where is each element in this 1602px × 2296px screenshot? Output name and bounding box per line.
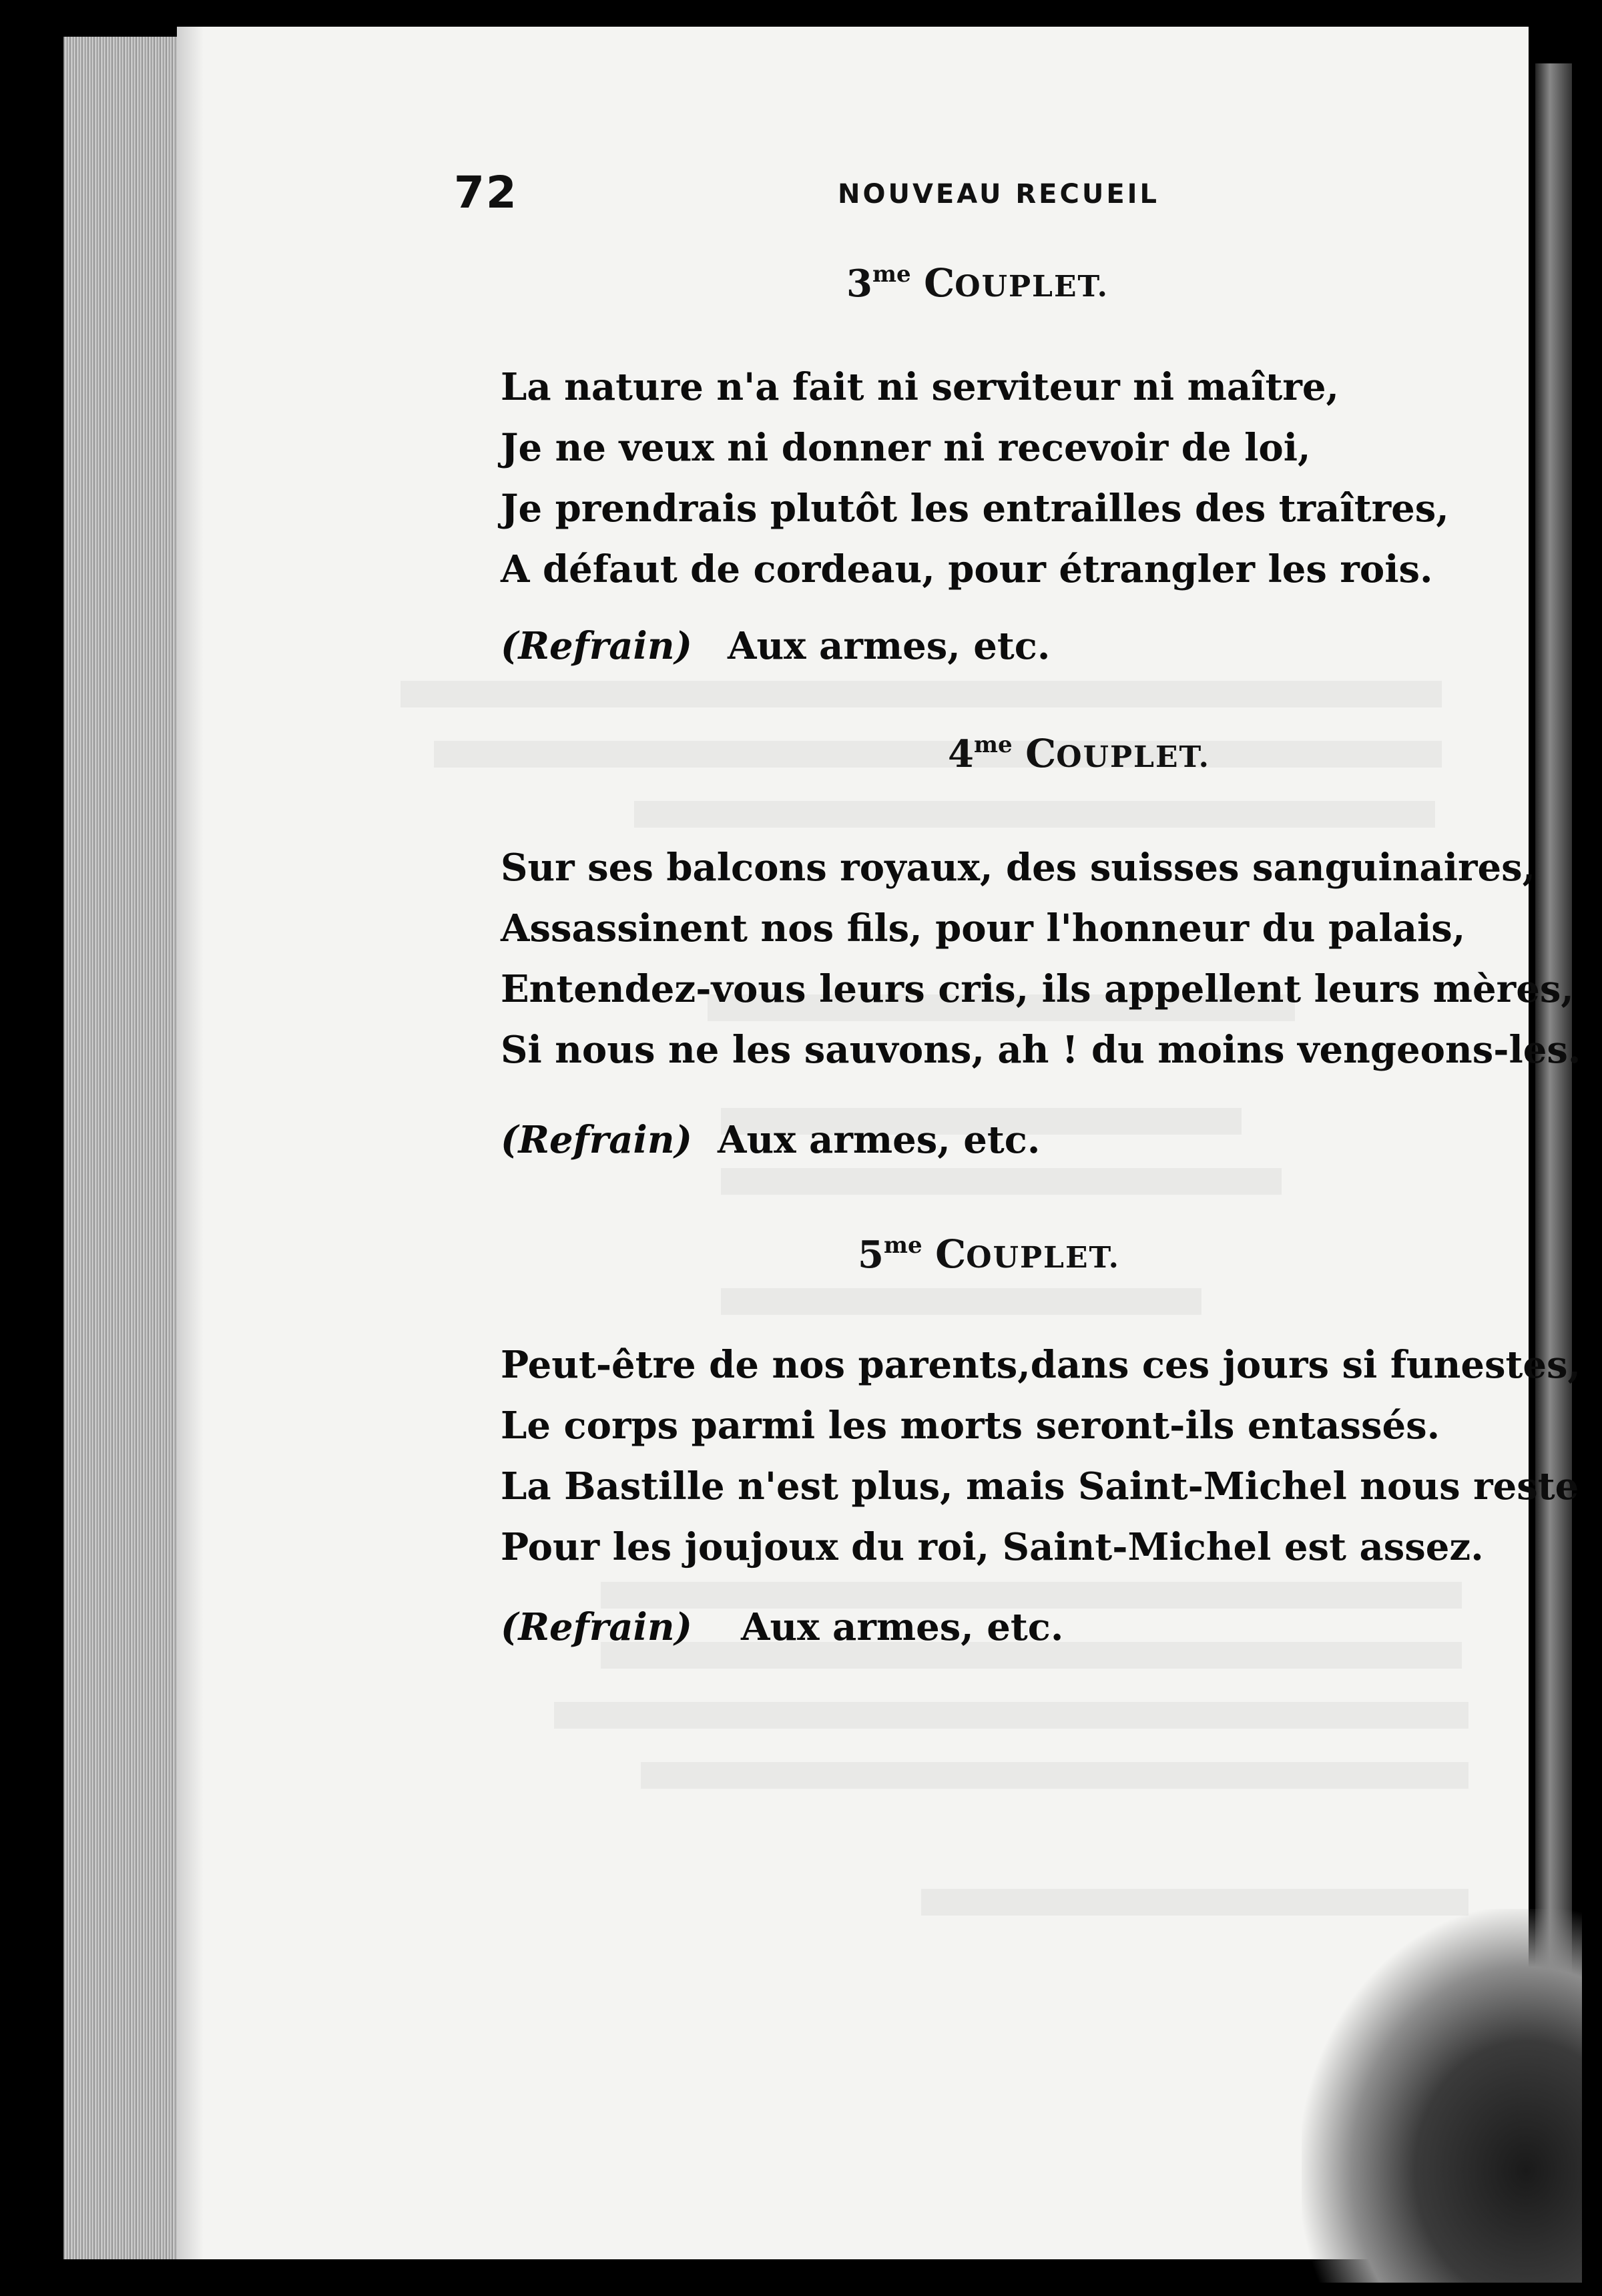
refrain-line [501, 1605, 1063, 1649]
page-gutter-shadow [177, 27, 204, 2259]
refrain-label: (Refrain) [501, 624, 693, 668]
refrain-line [501, 624, 1050, 668]
refrain-line [501, 1118, 1040, 1162]
couplet-heading: $4^{me}$ COUPLET. [948, 731, 1210, 776]
refrain-text: Aux armes, etc. [741, 1605, 1064, 1649]
verse-line: Je prendrais plutôt les entrailles des traîtres, [501, 487, 1449, 531]
verse-line: La nature n'a fait ni serviteur ni maître, [501, 365, 1339, 409]
verse-line: Peut-être de nos parents,dans ces jours si funestes, [501, 1343, 1581, 1387]
verse-line: La Bastille n'est plus, mais Saint-Michel nous reste [501, 1464, 1579, 1508]
stanza [501, 357, 1449, 600]
verse-line: Assassinent nos fils, pour l'honneur du palais, [501, 906, 1466, 950]
couplet-heading: $5^{me}$ COUPLET. [858, 1231, 1120, 1277]
verse-line: Le corps parmi les morts seront-ils entassés. [501, 1404, 1440, 1448]
verse-line: Je ne veux ni donner ni recevoir de loi, [501, 426, 1311, 470]
refrain-text: Aux armes, etc. [718, 1118, 1041, 1162]
refrain-text: Aux armes, etc. [728, 624, 1051, 668]
couplet-heading: $3^{me}$ COUPLET. [846, 260, 1109, 306]
verse-line: Sur ses balcons royaux, des suisses sanguinaires, [501, 846, 1536, 890]
refrain-label: (Refrain) [501, 1118, 693, 1162]
running-title: NOUVEAU RECUEIL [838, 179, 1160, 210]
verse-line: Si nous ne les sauvons, ah ! du moins vengeons-les. [501, 1028, 1581, 1072]
verse-line: A défaut de cordeau, pour étrangler les rois. [501, 547, 1433, 591]
verse-line: Pour les joujoux du roi, Saint-Michel est assez. [501, 1525, 1484, 1569]
page-header [0, 167, 1602, 220]
stanza [501, 1335, 1581, 1578]
page-number: 72 [454, 167, 518, 218]
stanza [501, 838, 1581, 1081]
verse-line: Entendez-vous leurs cris, ils appellent leurs mères, [501, 967, 1574, 1011]
refrain-label: (Refrain) [501, 1605, 693, 1649]
